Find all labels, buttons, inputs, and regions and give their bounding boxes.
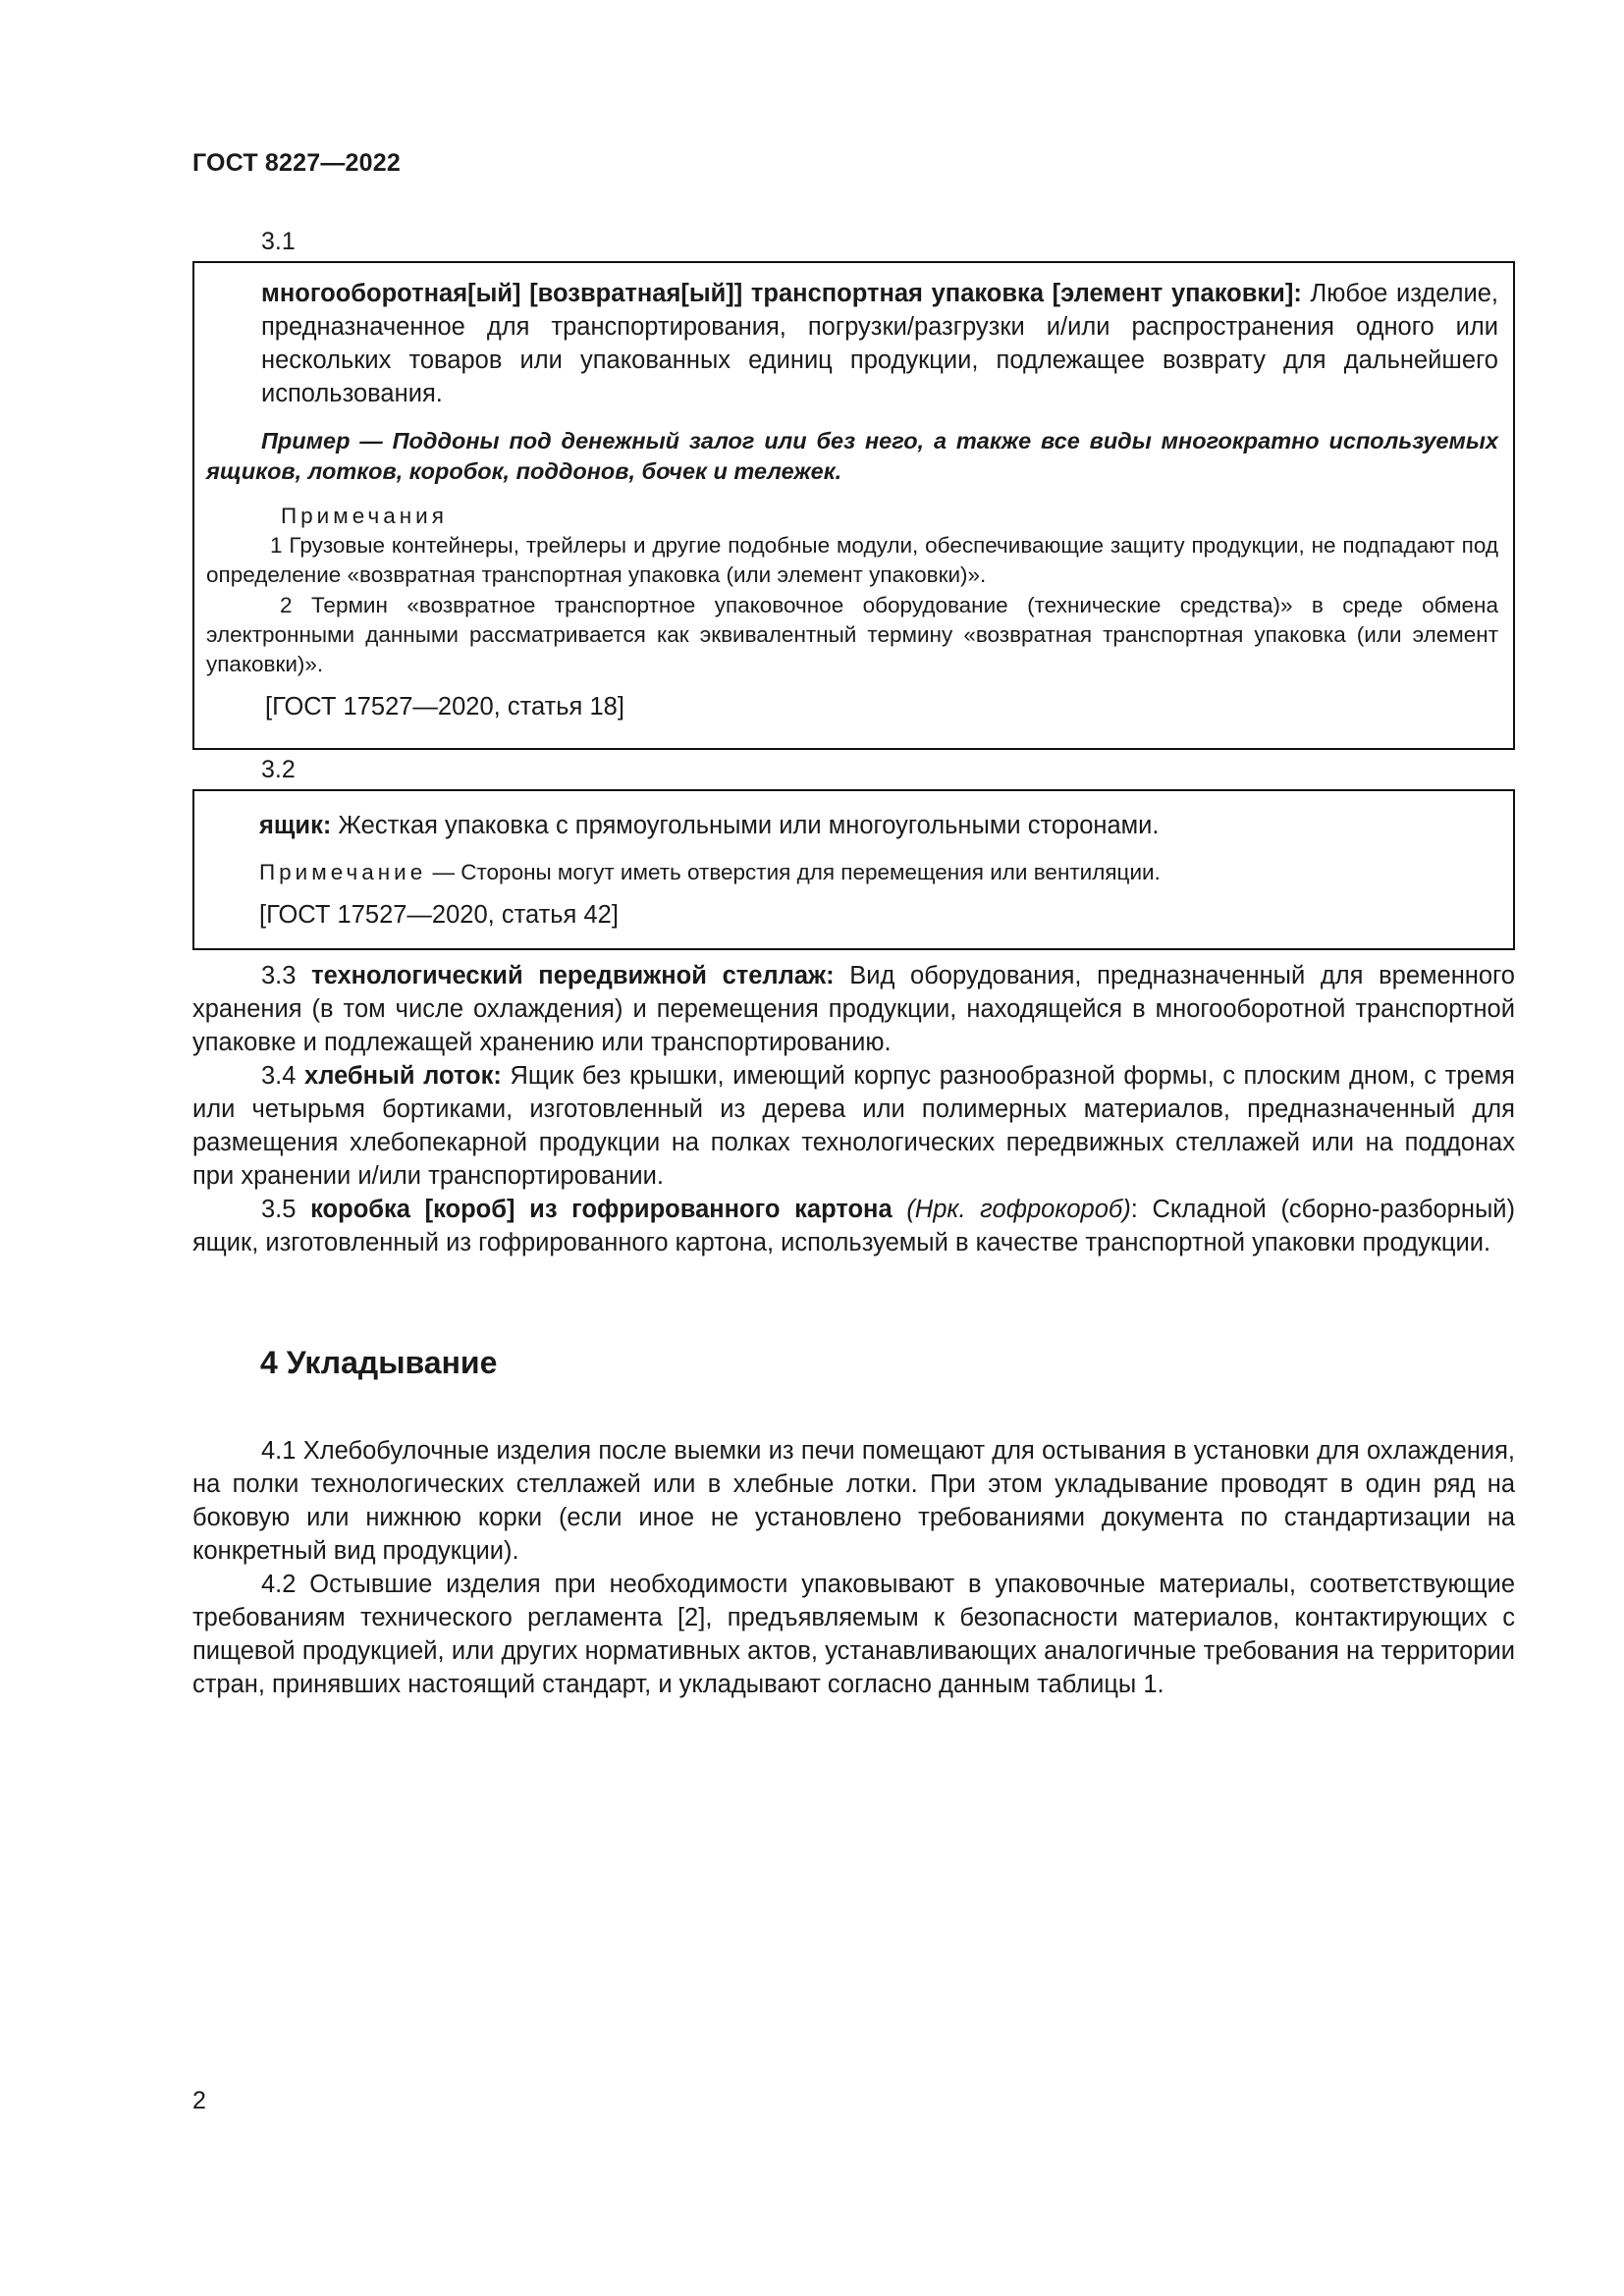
term-3-3	[192, 959, 1515, 1059]
note-1: 1 Грузовые контейнеры, трейлеры и другие подобные модули, обеспечивающие защиту продукции, не подпадают под определение «возвратная транспортная упаковка (или элемент упаковки)».	[206, 533, 1498, 587]
note-2: 2 Термин «возвратное транспортное упаковочное оборудование (технические средства)» в среде обмена электронными данными рассматривается как эквивалентный термину «возвратная транспортная упаковка (или элемент упаковки)».	[206, 593, 1498, 676]
term-number: 3.4	[261, 1062, 297, 1090]
term-text: Вид оборудования, предназначенный для временного хранения (в том числе охлаждения) и перемещения продукции, находящейся в многооборотной транспортной упаковке и подлежащей хранению или транспортированию.	[192, 962, 1515, 1056]
note-label: Примечание	[259, 860, 427, 884]
section-heading: 4 Укладывание	[260, 1345, 498, 1380]
term-nrk: (Нрк. гофрокороб)	[906, 1196, 1131, 1223]
term-example: Пример — Поддоны под денежный залог или без него, а также все виды многократно используемых ящиков, лотков, коробок, поддонов, бочек и тележек.	[206, 428, 1498, 484]
term-3-5	[192, 1193, 1515, 1259]
term-number: 3.2	[261, 756, 296, 783]
term-name: ящик:	[259, 812, 332, 839]
term-note	[259, 858, 1496, 887]
document-header: ГОСТ 8227—2022	[192, 149, 401, 177]
term-name: хлебный лоток:	[304, 1062, 502, 1090]
term-box	[192, 261, 1515, 750]
term-box	[192, 789, 1515, 950]
term-definition	[261, 277, 1498, 410]
term-text: Ящик без крышки, имеющий корпус разнообразной формы, с плоским дном, с тремя или четырьмя бортиками, изготовленный из дерева или полимерных материалов, предназначенный для размещения хлебопекарной продукции на полках технологических передвижных стеллажей или на поддонах при хранении и/или транспортировании.	[192, 1062, 1515, 1190]
paragraph-4-1: 4.1 Хлебобулочные изделия после выемки из печи помещают для остывания в установки для охлаждения, на полки технологических стеллажей или в хлебные лотки. При этом укладывание проводят в один ряд на боковую или нижнюю корки (если иное не установлено требованиями документа по стандартизации на конкретный вид продукции).	[192, 1437, 1515, 1565]
term-number: 3.1	[261, 228, 296, 255]
page-number: 2	[192, 2087, 206, 2114]
term-text: Жесткая упаковка с прямоугольными или многоугольными сторонами.	[331, 812, 1160, 839]
term-number: 3.5	[261, 1196, 297, 1223]
paragraph-4-2: 4.2 Остывшие изделия при необходимости упаковывают в упаковочные материалы, соответствующие требованиям технического регламента [2], предъявляемым к безопасности материалов, контактирующих с пищевой продукцией, или других нормативных актов, устанавливающих аналогичные требования на территории стран, принявших настоящий стандарт, и укладывают согласно данным таблицы 1.	[192, 1571, 1515, 1698]
term-source: [ГОСТ 17527—2020, статья 18]	[265, 693, 624, 721]
term-3-4	[192, 1059, 1515, 1193]
term-name: коробка [короб] из гофрированного картона	[310, 1196, 893, 1223]
term-text: Любое изделие, предназначенное для транспортирования, погрузки/разгрузки и/или распространения одного или нескольких товаров или упакованных единиц продукции, подлежащее возврату для дальнейшего использования.	[261, 280, 1498, 407]
term-number: 3.3	[261, 962, 297, 989]
term-text: : Складной (сборно-разборный) ящик, изготовленный из гофрированного картона, используемый в качестве транспортной упаковки продукции.	[192, 1196, 1516, 1256]
term-source: [ГОСТ 17527—2020, статья 42]	[259, 901, 619, 929]
term-name: технологический передвижной стеллаж:	[311, 962, 835, 989]
notes-title: Примечания	[281, 504, 448, 528]
term-name: многооборотная[ый] [возвратная[ый]] транспортная упаковка [элемент упаковки]:	[261, 280, 1302, 307]
term-definition	[259, 809, 1496, 842]
note-text: — Стороны могут иметь отверстия для перемещения или вентиляции.	[426, 860, 1161, 884]
